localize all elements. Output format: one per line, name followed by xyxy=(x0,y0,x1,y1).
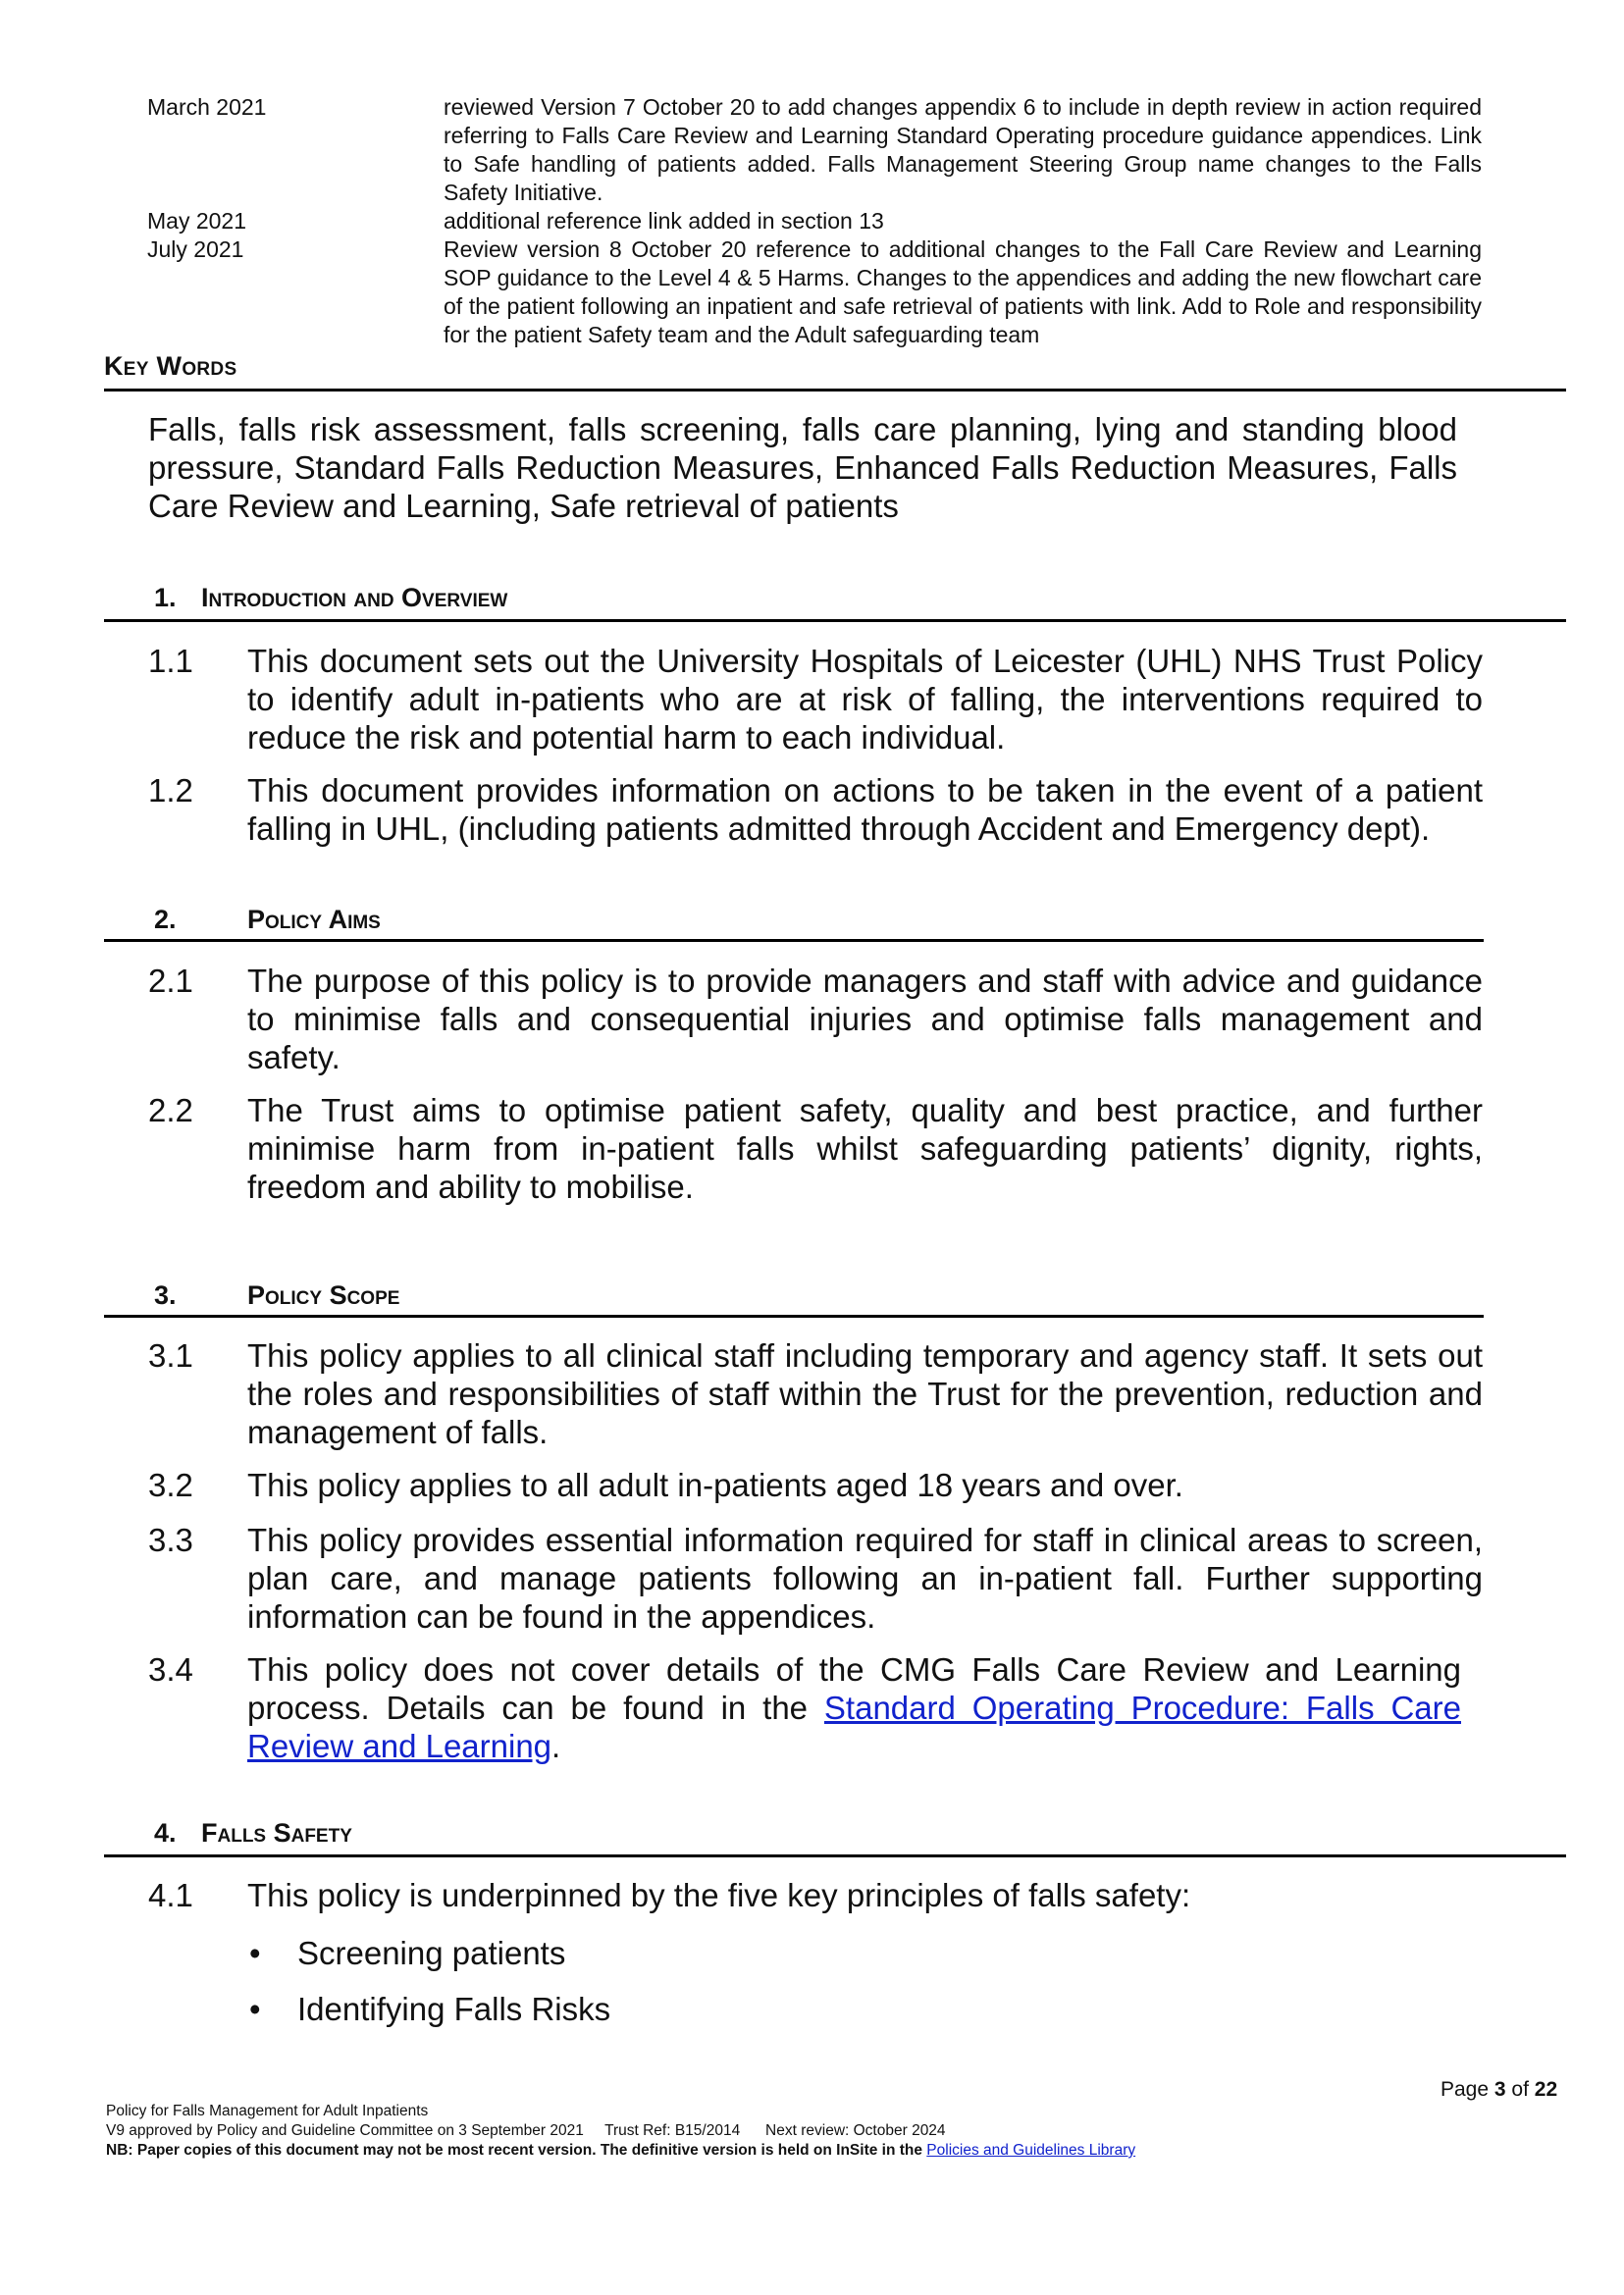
section-number: 1. xyxy=(154,583,177,612)
paragraph-number: 2.2 xyxy=(148,1092,193,1128)
section-number: 2. xyxy=(154,905,177,934)
paragraph-number: 3.2 xyxy=(148,1467,193,1503)
history-row xyxy=(147,207,1482,235)
footer-notice-text: NB: Paper copies of this document may not be most recent version. The definitive version is held on InSite in the xyxy=(106,2142,927,2159)
paragraph xyxy=(148,1336,1483,1451)
footer-line-approval: V9 approved by Policy and Guideline Committee on 3 September 2021 Trust Ref: B15/2014 Next review: October 2024 xyxy=(106,2122,946,2139)
section-number: 4. xyxy=(154,1818,177,1848)
paragraph xyxy=(148,962,1483,1076)
section-rule xyxy=(104,939,1484,942)
policies-library-link[interactable]: Policies and Guidelines Library xyxy=(926,2142,1136,2159)
history-date: July 2021 xyxy=(147,236,244,262)
paragraph xyxy=(148,1521,1483,1636)
version-history xyxy=(147,93,1482,349)
history-note: reviewed Version 7 October 20 to add changes appendix 6 to include in depth review in action required referring to Falls Care Review and Learning Standard Operating procedure guidance appendices. Link to Safe handling of patients added. Falls Management Steering Group name changes to the Falls Safety Initiative. xyxy=(444,94,1482,205)
section-title: Falls Safety xyxy=(201,1818,352,1848)
page-number xyxy=(1441,2078,1557,2102)
key-words-heading: Key Words xyxy=(104,351,237,381)
history-date: May 2021 xyxy=(147,208,247,234)
section-rule xyxy=(104,619,1566,622)
paragraph-number: 2.1 xyxy=(148,963,193,999)
paragraph-text: This document provides information on actions to be taken in the event of a patient falling in UHL, (including patients admitted through Accident and Emergency dept). xyxy=(247,772,1483,847)
paragraph xyxy=(148,771,1483,848)
paragraph-text: This policy is underpinned by the five key principles of falls safety: xyxy=(247,1877,1191,1913)
key-words-rule xyxy=(104,389,1566,391)
section-title: Policy Scope xyxy=(247,1280,400,1310)
paragraph-number: 3.4 xyxy=(148,1651,193,1688)
page-prefix: Page xyxy=(1441,2078,1494,2101)
list-item-text: Identifying Falls Risks xyxy=(297,1991,611,2027)
bullet-icon: • xyxy=(249,1935,261,1971)
history-row xyxy=(147,235,1482,349)
footer-line-notice xyxy=(106,2141,1135,2161)
section-title: Policy Aims xyxy=(247,905,381,934)
paragraph-text: This policy provides essential information required for staff in clinical areas to screen, plan care, and manage patients following an in-patient fall. Further supporting information can be found in the appendices. xyxy=(247,1522,1483,1635)
paragraph-text: This policy applies to all adult in-patients aged 18 years and over. xyxy=(247,1467,1183,1503)
paragraph-text: This document sets out the University Hospitals of Leicester (UHL) NHS Trust Policy to identify adult in-patients who are at risk of falling, the interventions required to reduce the risk and potential harm to each individual. xyxy=(247,643,1483,756)
paragraph-number: 4.1 xyxy=(148,1877,193,1913)
section-rule xyxy=(104,1854,1566,1857)
paragraph xyxy=(148,1650,1461,1765)
paragraph-text: The purpose of this policy is to provide managers and staff with advice and guidance to minimise falls and consequential injuries and optimise falls management and safety. xyxy=(247,963,1483,1075)
footer-line-title: Policy for Falls Management for Adult Inpatients xyxy=(106,2103,429,2119)
key-words-text: Falls, falls risk assessment, falls screening, falls care planning, lying and standing blood pressure, Standard Falls Reduction Measures, Enhanced Falls Reduction Measures, Falls Care Review and Learning, Safe retrieval of patients xyxy=(148,411,1457,524)
paragraph xyxy=(148,642,1483,756)
paragraph-text xyxy=(247,1650,1461,1765)
document-footer xyxy=(106,2102,1135,2161)
paragraph-number: 1.2 xyxy=(148,772,193,808)
section-rule xyxy=(104,1315,1484,1318)
paragraph-text-before: This policy does not cover details of the CMG Falls Care Review and Learning process. Details can be found in the xyxy=(247,1651,1461,1726)
history-date: March 2021 xyxy=(147,94,267,120)
history-note: Review version 8 October 20 reference to additional changes to the Fall Care Review and Learning SOP guidance to the Level 4 & 5 Harms. Changes to the appendices and adding the new flowchart care of the patient following an inpatient and safe retrieval of patients with link. Add to Role and responsibility for the patient Safety team and the Adult safeguarding team xyxy=(444,236,1482,347)
paragraph-text-after: . xyxy=(551,1728,561,1764)
paragraph-text: This policy applies to all clinical staff including temporary and agency staff. It sets out the roles and responsibilities of staff within the Trust for the prevention, reduction and management of falls. xyxy=(247,1337,1483,1450)
paragraph-number: 1.1 xyxy=(148,643,193,679)
paragraph xyxy=(148,1876,1483,1914)
paragraph-number: 3.3 xyxy=(148,1522,193,1558)
paragraph-number: 3.1 xyxy=(148,1337,193,1374)
history-note: additional reference link added in section 13 xyxy=(444,208,884,234)
page-total: 22 xyxy=(1534,2078,1558,2101)
paragraph-text: The Trust aims to optimise patient safety, quality and best practice, and further minimise harm from in-patient falls whilst safeguarding patients’ dignity, rights, freedom and ability to mobilise. xyxy=(247,1092,1483,1205)
section-number: 3. xyxy=(154,1280,177,1310)
list-item-text: Screening patients xyxy=(297,1935,566,1971)
history-row xyxy=(147,93,1482,207)
page-current: 3 xyxy=(1493,2078,1506,2101)
sop-falls-care-review-link[interactable]: Standard Operating Procedure: Falls Care Review and Learning xyxy=(247,1690,1461,1764)
paragraph xyxy=(148,1091,1483,1206)
section-title: Introduction and Overview xyxy=(201,583,508,612)
paragraph xyxy=(148,1466,1483,1504)
bullet-icon: • xyxy=(249,1991,261,2027)
page-middle: of xyxy=(1505,2078,1535,2101)
